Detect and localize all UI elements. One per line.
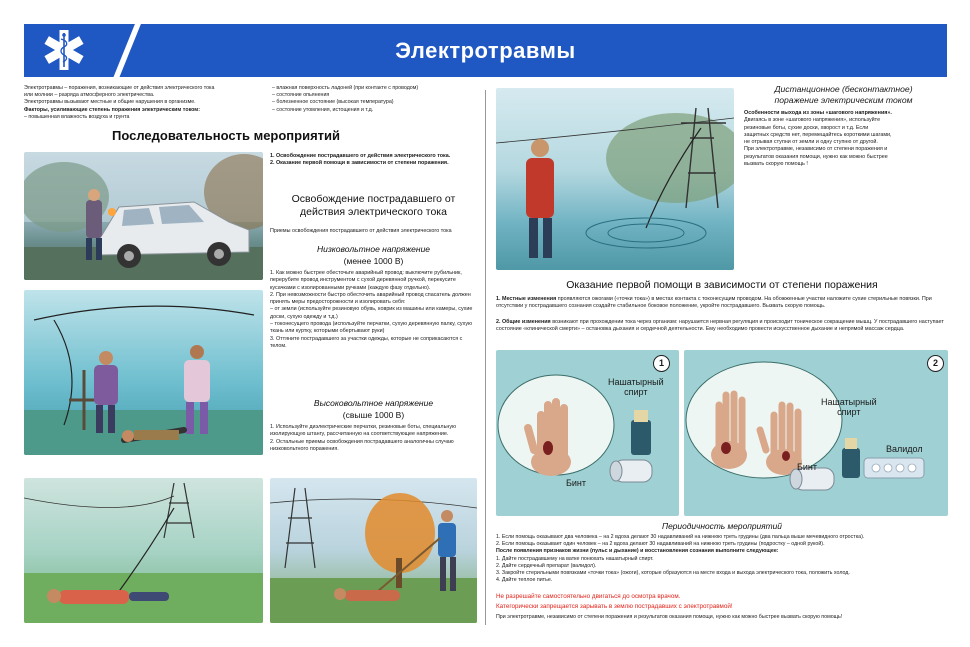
high-voltage-range: (свыше 1000 В) (342, 410, 405, 420)
sequence-steps (270, 153, 465, 168)
label-ammonia (821, 397, 877, 417)
label-ammonia-line: Нашатырный (821, 397, 877, 407)
illustration-step-voltage-rescue (270, 478, 477, 623)
sequence-heading: Последовательность мероприятий (112, 128, 341, 143)
sequence-step: 2. Оказание первой помощи в зависимости от степени поражения. (270, 160, 449, 167)
low-voltage-heading: Низковольтное напряжение (316, 244, 431, 254)
column-divider (485, 90, 486, 625)
first-aid-local (496, 296, 948, 311)
list-item: После появления признаков жизни (пульс и дыхание) и восстановления сознания выполните следующее: (496, 548, 779, 555)
list-item: 1. Если помощь оказывают два человека – на 2 вдоха делают 30 надавливаний на нижнюю треть грудины (два пальца выше мечевидного отростка). (496, 534, 865, 540)
periodicity-heading: Периодичность мероприятий (662, 521, 782, 531)
intro-right (272, 85, 472, 114)
low-voltage-range: (менее 1000 В) (343, 256, 404, 266)
list-item: – токонесущего провода (используйте перчатки, сухую деревянную палку, сухую ткань или куртку, которыми обертывают руки) (270, 321, 473, 335)
high-voltage-heading: Высоковольтное напряжение (313, 398, 434, 408)
list-item: 1. Дайте пострадавшему на ватке понюхать нашатырный спирт. (496, 555, 654, 562)
intro-line: или молнии – разряда атмосферного электричества. (24, 92, 155, 99)
illustration-low-voltage-rescue (24, 290, 263, 455)
panel-number-badge: 1 (653, 355, 670, 372)
first-aid-local-lead: 1. Местные изменения (496, 296, 557, 302)
list-item: 2. Если помощь оказывает один человек – на 2 вдоха делают 30 надавливаний на нижнюю треть грудины (подростку – одной рукой). (496, 541, 825, 548)
remote-line: вызвать скорую помощь ! (744, 161, 808, 168)
list-item: 3. Закройте стерильными повязками «точки тока» (ожоги), которые образуются на месте входа и выхода электрического тока, положить холод. (496, 570, 850, 577)
periodicity-list (496, 534, 948, 584)
list-item: 1. Как можно быстрее обесточьте аварийный провод: выключите рубильник, перерубите провод инструментом с сухой деревянной ручкой, перекусите кусачками с изолированными ручками (каждую фазу отдельно). (270, 270, 462, 291)
first-aid-panel-2 (684, 350, 948, 516)
remote-line: не отрывая ступни от земли и одну ступню от другой. (744, 139, 878, 146)
first-aid-general (496, 319, 948, 334)
first-aid-local-text: проявляются ожогами («точки тока») в местах контакта с токонесущим проводом. На обожженные участки наложите сухие стерильные повязки. При отсутствии у пострадавшего сознания создайте стабильное боковое положение, укройте пострадавшего. Вызвать скорую помощь. (496, 296, 932, 310)
label-ammonia-line: спирт (624, 387, 648, 397)
low-voltage-list (270, 270, 477, 350)
intro-line: Электротравмы – поражения, возникающие от действия электрического тока (24, 85, 215, 91)
illustration-car-accident (24, 152, 263, 280)
list-item: 4. Дайте теплое питье. (496, 577, 553, 584)
label-bandage: Бинт (566, 478, 587, 488)
remote-line: результатов оказания помощи, нужно как можно быстрее (744, 153, 888, 160)
list-item: 2. Остальные приемы освобождения пострадавшего аналогичны случаю низковольтного поражения. (270, 438, 454, 452)
intro-line: – состояние опьянения (272, 92, 330, 99)
list-item: 2. При невозможности быстро обесточить аварийный провод спасатель должен принять меры предосторожности и изолировать себя: (270, 291, 471, 306)
high-voltage-list (270, 424, 477, 453)
remote-line: Двигаясь в зоне «шагового напряжения», используйте (744, 117, 881, 124)
first-aid-general-lead: 2. Общие изменения (496, 319, 551, 325)
remote-text (744, 110, 949, 168)
label-validol: Валидол (886, 444, 923, 454)
label-ammonia-line: Нашатырный (608, 377, 664, 387)
remote-line: защитных средств нет, перемещайтесь короткими шагами, (744, 131, 892, 138)
first-aid-heading: Оказание первой помощи в зависимости от степени поражения (566, 279, 878, 291)
remote-line: резиновые боты, сухие доски, хворост и т.д. Если (744, 124, 869, 131)
remote-line: При электротравме, независимо от степени поражения и (744, 146, 888, 153)
illustration-step-voltage-zone (496, 88, 734, 270)
remote-lead: Особенности выхода из зоны «шагового напряжения». (744, 110, 892, 116)
header-bar (24, 24, 947, 77)
label-ammonia (608, 377, 664, 397)
panel-number-badge: 2 (927, 355, 944, 372)
release-subtitle: Приемы освобождения пострадавшего от действия электрического тока (270, 228, 452, 234)
sequence-step: 1. Освобождение пострадавшего от действия электрического тока. (270, 153, 451, 159)
intro-left (24, 85, 269, 121)
page-title: Электротравмы (395, 38, 576, 63)
list-item: 1. Используйте диэлектрические перчатки, резиновые боты, специальную изолирующую штангу, рассчитанную на соответствующее напряжение. (270, 424, 457, 438)
remote-heading (740, 84, 947, 106)
label-ammonia-line: спирт (837, 407, 861, 417)
intro-line: – болезненное состояние (высокая температура) (272, 99, 394, 106)
illustration-high-voltage-victim (24, 478, 263, 623)
list-item: 3. Оттяните пострадавшего за участки одежды, которые не соприкасаются с телом. (270, 335, 463, 349)
remote-heading-line: поражение электрическим током (774, 95, 913, 105)
warning-move: Не разрешайте самостоятельно двигаться до осмотра врачом. (496, 593, 681, 600)
intro-line: – повышенная влажность воздуха и грунта (24, 113, 130, 120)
list-item: 2. Дайте сердечный препарат (валидол). (496, 562, 597, 569)
first-aid-panel-1 (496, 350, 679, 516)
warning-burial: Категорически запрещается зарывать в землю пострадавших с электротравмой! (496, 603, 733, 610)
final-note: При электротравме, независимо от степени поражения и результатов оказания помощи, нужно как можно быстрее вызвать скорую помощь! (496, 614, 843, 620)
first-aid-general-text: возникают при прохождении тока через организм: нарушается нервная регуляция и происходит тоническое сокращение мышц. У пострадавшего наступает состояние «клинической смерти» – остановка дыхания и сердечной деятельности. Ему необходимо провести искусственное дыхание и непрямой массаж сердца. (496, 319, 944, 333)
intro-line: – состояние утомления, истощения и т.д. (272, 106, 374, 113)
intro-line: Электротравмы вызывают местные и общие нарушения в организме. (24, 99, 196, 106)
intro-line: Факторы, усиливающие степень поражения электрическим током: (24, 106, 200, 113)
remote-heading-line: Дистанционное (бесконтактное) (774, 84, 913, 94)
release-heading: Освобождение пострадавшего от действия электрического тока (291, 193, 456, 218)
label-bandage: Бинт (797, 462, 818, 472)
intro-line: – влажная поверхность ладоней (при контакте с проводом) (272, 85, 419, 91)
list-item: – от земли (используйте резиновую обувь, коврик из машины или камеры, сухие доски, сухую одежду и т.д.) (270, 306, 473, 320)
